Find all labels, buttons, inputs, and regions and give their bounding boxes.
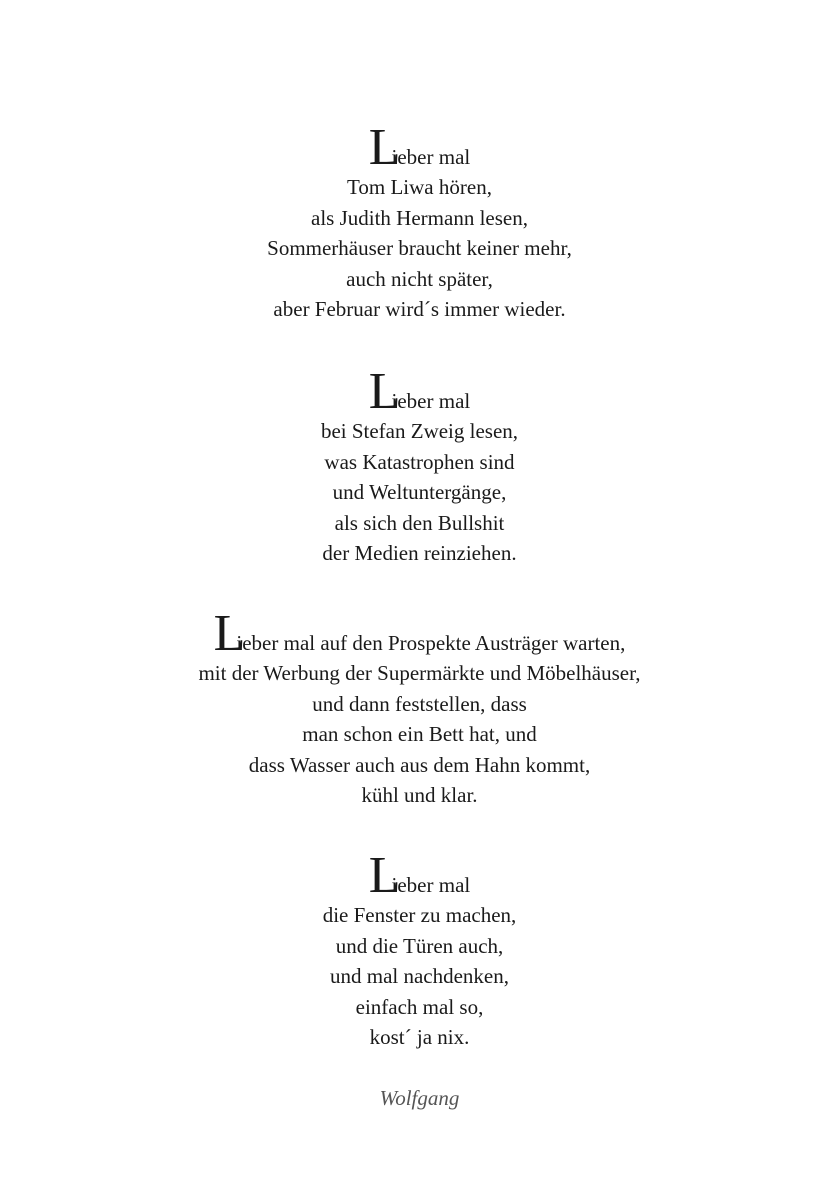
poem-line: einfach mal so, — [355, 994, 484, 1019]
poem-line: und dann feststellen, dass — [312, 691, 527, 716]
poem-line: der Medien reinziehen. — [322, 540, 517, 565]
first-line-text: ieber mal — [391, 873, 471, 897]
poem-line: kost´ ja nix. — [369, 1024, 470, 1049]
poem-line: aber Februar wird´s immer wieder. — [273, 296, 566, 321]
poem-line: Sommerhäuser braucht keiner mehr, — [267, 236, 572, 261]
drop-cap: L — [213, 605, 237, 662]
drop-cap: L — [368, 847, 392, 904]
author-signature: Wolfgang — [379, 1086, 460, 1110]
stanza-first-line — [0, 363, 839, 420]
drop-cap: L — [368, 363, 392, 420]
stanza-3 — [0, 605, 839, 810]
poem-line: bei Stefan Zweig lesen, — [320, 419, 519, 444]
stanza-4 — [0, 847, 839, 1052]
first-line-text: ieber mal auf den Prospekte Austräger warten, — [236, 631, 626, 655]
stanza-2 — [0, 363, 839, 568]
poem-line: man schon ein Bett hat, und — [302, 722, 537, 747]
drop-cap: L — [368, 119, 392, 176]
poem-line: die Fenster zu machen, — [322, 903, 517, 928]
poem-line: und die Türen auch, — [335, 933, 504, 958]
stanza-first-line — [0, 847, 839, 904]
stanza-1 — [0, 119, 839, 324]
poem-line: als Judith Hermann lesen, — [311, 205, 528, 230]
first-line-text: ieber mal — [391, 389, 471, 413]
stanza-first-line — [0, 605, 839, 662]
poem-line: Tom Liwa hören, — [347, 175, 492, 200]
poem-line: und mal nachdenken, — [329, 964, 510, 989]
first-line-text: ieber mal — [391, 145, 471, 169]
poem-line: und Weltuntergänge, — [332, 480, 507, 505]
poem-line: als sich den Bullshit — [334, 510, 505, 535]
poem-line: kühl und klar. — [361, 782, 478, 807]
stanza-first-line — [0, 119, 839, 176]
poem-line: auch nicht später, — [346, 266, 493, 291]
poem-line: mit der Werbung der Supermärkte und Möbelhäuser, — [198, 661, 641, 686]
poem-line: was Katastrophen sind — [324, 449, 515, 474]
poem-line: dass Wasser auch aus dem Hahn kommt, — [248, 752, 591, 777]
